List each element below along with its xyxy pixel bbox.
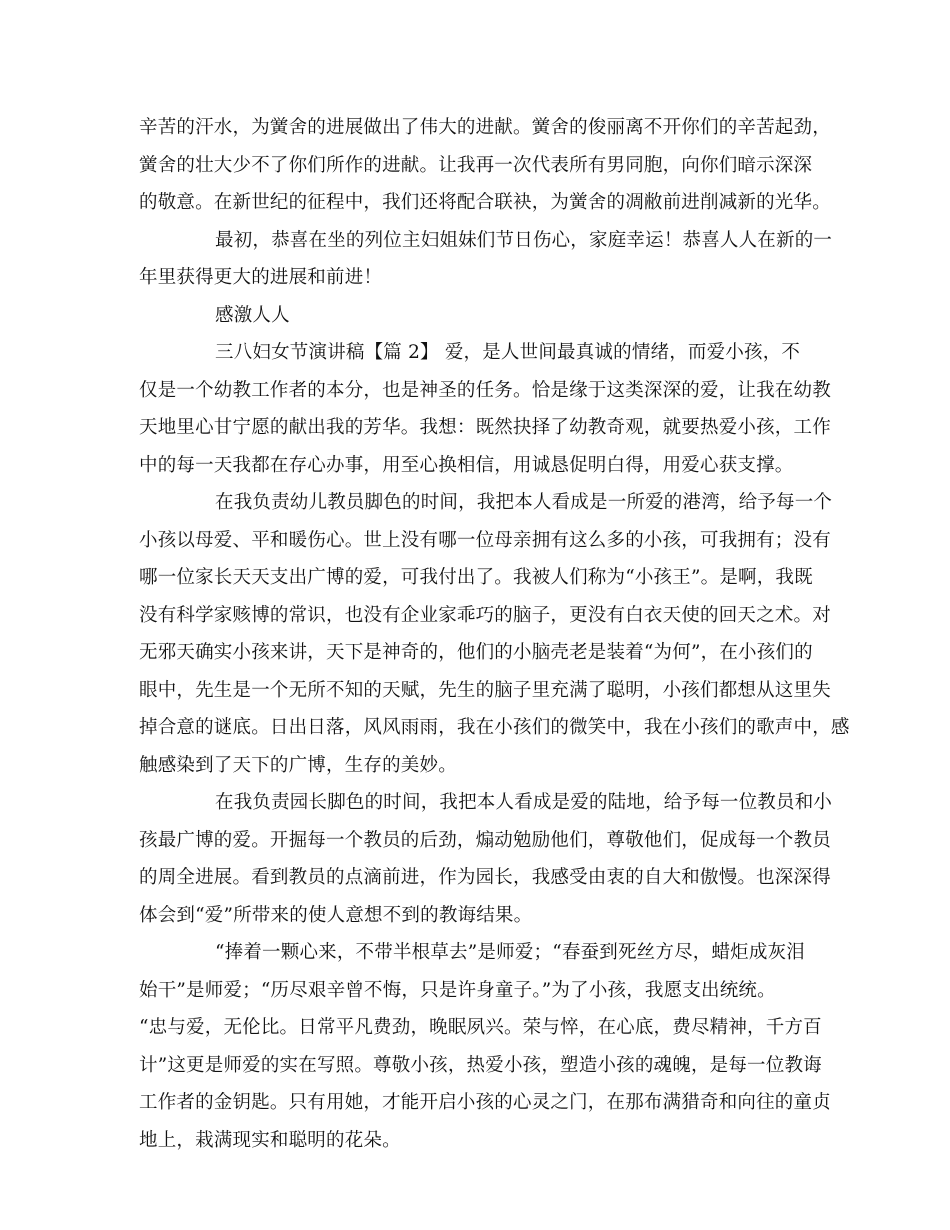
text-line: 感激人人 [215,305,290,326]
text-line: 辛苦的汗水，为黉舍的进展做出了伟大的进献。黉舍的俊丽离不开你们的辛苦起劲， [139,117,831,138]
text-line: “忠与爱，无伦比。日常平凡费劲，晚眠夙兴。荣与悴，在心底，费尽精神，千方百 [139,1017,822,1038]
text-line: 最初，恭喜在坐的列位主妇姐妹们节日伤心，家庭幸运！恭喜人人在新的一 [215,230,833,251]
text-line: 地上，栽满现实和聪明的花朵。 [139,1130,401,1151]
text-line: 天地里心甘宁愿的献出我的芳华。我想：既然抉择了幼教奇观，就要热爱小孩，工作 [139,417,831,438]
text-line: 中的每一天我都在存心办事，用至心换相信，用诚恳促明白得，用爱心获支撑。 [139,455,794,476]
text-line: 没有科学家赅博的常识，也没有企业家乖巧的脑子，更没有白衣天使的回天之术。对 [139,605,831,626]
text-line: 无邪天确实小孩来讲，天下是神奇的，他们的小脑壳老是装着“为何”，在小孩们的 [139,642,813,663]
text-line: 小孩以母爱、平和暖伤心。世上没有哪一位母亲拥有这么多的小孩，可我拥有；没有 [139,530,831,551]
text-line: 体会到“爱”所带来的使人意想不到的教诲结果。 [139,905,533,926]
text-line: 的周全进展。看到教员的点滴前进，作为园长，我感受由衷的自大和傲慢。也深深得 [139,867,831,888]
text-line: 工作者的金钥匙。只有用她，才能开启小孩的心灵之门，在那布满猎奇和向往的童贞 [139,1092,831,1113]
text-line: 年里获得更大的进展和前进！ [139,267,383,288]
text-line: 仅是一个幼教工作者的本分，也是神圣的任务。恰是缘于这类深深的爱，让我在幼教 [139,380,831,401]
text-line: 在我负责幼儿教员脚色的时间，我把本人看成是一所爱的港湾，给予每一个 [215,492,833,513]
text-line: 在我负责园长脚色的时间，我把本人看成是爱的陆地，给予每一位教员和小 [215,792,833,813]
text-line: 孩最广博的爱。开掘每一个教员的后劲，煽动勉励他们，尊敬他们，促成每一个教员 [139,830,831,851]
text-line: 始干”是师爱；“历尽艰辛曾不悔，只是许身童子。”为了小孩，我愿支出统统。 [139,980,776,1001]
text-line: 三八妇女节演讲稿【篇 2】 爱，是人世间最真诚的情绪，而爱小孩，不 [215,342,801,363]
text-line: 计”这更是师爱的实在写照。尊敬小孩，热爱小孩，塑造小孩的魂魄，是每一位教诲 [139,1055,822,1076]
text-line: “捧着一颗心来，不带半根草去”是师爱；“春蚕到死丝方尽，蜡炬成灰泪 [215,942,805,963]
text-line: 眼中，先生是一个无所不知的天赋，先生的脑子里充满了聪明，小孩们都想从这里失 [139,680,831,701]
text-line: 触感染到了天下的广博，生存的美妙。 [139,755,457,776]
text-line: 黉舍的壮大少不了你们所作的进献。让我再一次代表所有男同胞，向你们暗示深深 [139,155,813,176]
text-line: 掉合意的谜底。日出日落，风风雨雨，我在小孩们的微笑中，我在小孩们的歌声中，感 [139,717,850,738]
text-line: 哪一位家长天天支出广博的爱，可我付出了。我被人们称为“小孩王”。是啊，我既 [139,567,813,588]
text-line: 的敬意。在新世纪的征程中，我们还将配合联袂，为黉舍的凋敝前进削减新的光华。 [139,192,831,213]
